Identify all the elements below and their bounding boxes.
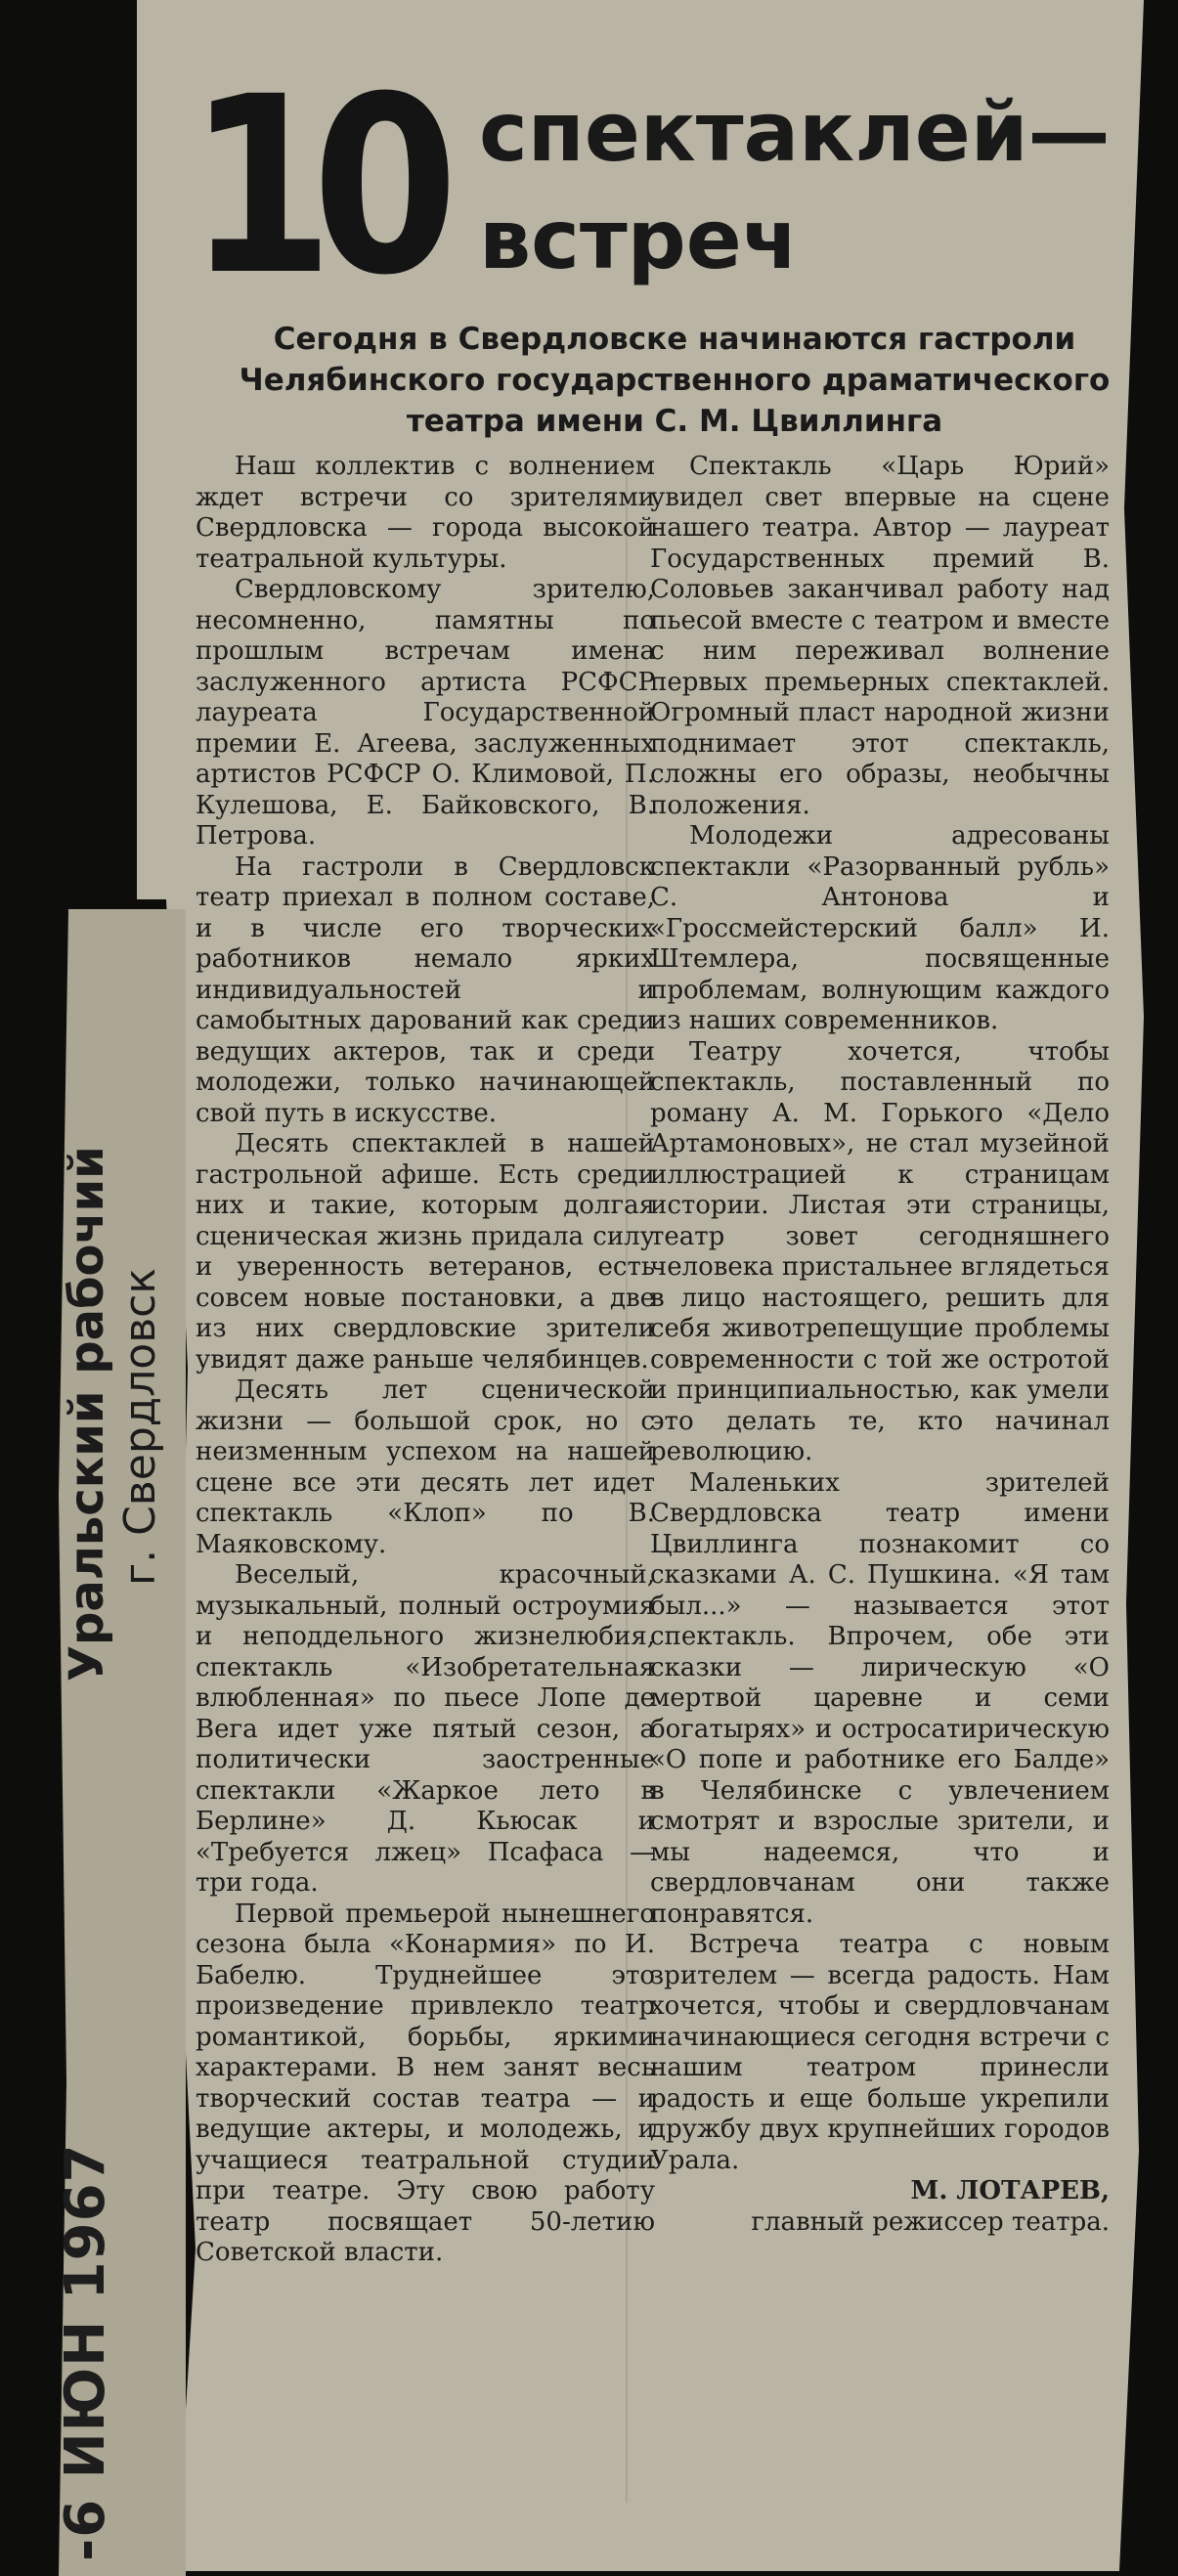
headline-line-1: спектаклей— — [479, 84, 1111, 180]
newspaper-masthead — [61, 909, 178, 1809]
newspaper-title: Уральский рабочий — [60, 1146, 114, 1681]
paragraph: Свердловскому зрителю, несомненно, памятны по прошлым встречам имена заслуженного артиста РСФСР лауреата Государственной премии Е. Агеева, заслуженных артистов РСФСР О. Климовой, П. Кулешова, Е. Байковского, В. Петрова. — [196, 575, 655, 851]
newspaper-city: г. Свердловск — [115, 1268, 165, 1586]
paragraph: Театру хочется, чтобы спектакль, поставленный по роману А. М. Горького «Дело Артамоновых», не стал музейной иллюстрацией к страницам истории. Листая эти страницы, театр зовет сегодняшнего человека пристальнее вглядеться в лицо настоящего, решить для себя животрепещущие проблемы современности с той же остротой и принципиальностью, как умели это делать те, кто начинал революцию. — [650, 1036, 1110, 1466]
article-column-2 — [650, 452, 1110, 2238]
headline — [479, 78, 1163, 293]
headline-line-2: встреч — [479, 192, 799, 287]
paragraph: Десять лет сценической жизни — большой срок, но с неизменным успехом на нашей сцене все эти десять лет идет спектакль «Клоп» по В. Маяковскому. — [196, 1375, 655, 1559]
paragraph: Наш коллектив с волнением ждет встречи со зрителями Свердловска — города высокой театральной культуры. — [196, 452, 655, 574]
article-column-1 — [196, 452, 655, 2269]
paragraph: Первой премьерой нынешнего сезона была «Конармия» по И. Бабелю. Труднейшее это произведение привлекло театр романтикой, борьбы, яркими характерами. В нем занят весь творческий состав театра — и ведущие актеры, и молодежь, и учащиеся театральной студии при театре. Эту свою работу театр посвящает 50-летию Советской власти. — [196, 1899, 655, 2267]
publication-date: -6 ИЮН 1967 — [54, 2143, 117, 2561]
paragraph: На гастроли в Свердловск театр приехал в полном составе, и в числе его творческих работников немало ярких индивидуальностей и самобытных дарований как среди ведущих актеров, так и среди молодежи, только начинающей свой путь в искусстве. — [196, 851, 655, 1128]
paragraph: Десять спектаклей в нашей гастрольной афише. Есть среди них и такие, которым долгая сценическая жизнь придала силу и уверенность ветеранов, есть совсем новые постановки, а две из них свердловские зрители увидят даже раньше челябинцев. — [196, 1129, 655, 1375]
headline-number: 10 — [188, 44, 437, 328]
paragraph: Встреча театра с новым зрителем — всегда радость. Нам хочется, чтобы и свердловчанам начинающиеся сегодня встречи с нашим театром принесли радость и еще больше укрепили дружбу двух крупнейших городов Урала. — [650, 1930, 1110, 2175]
paragraph: Спектакль «Царь Юрий» увидел свет впервые на сцене нашего театра. Автор — лауреат Государственных премий В. Соловьев заканчивал работу над пьесой вместе с театром и вместе с ним переживал волнение первых премьерных спектаклей. Огромный пласт народной жизни поднимает этот спектакль, сложны его образы, необычны положения. — [650, 452, 1110, 820]
author-name: М. ЛОТАРЕВ, — [910, 2176, 1110, 2205]
paragraph: Веселый, красочный, музыкальный, полный остроумия и неподдельного жизнелюбия, спектакль «Изобретательная влюбленная» по пьесе Лопе де Вега идет уже пятый сезон, а политически заостренные спектакли «Жаркое лето в Берлине» Д. Кьюсак и «Требуется лжец» Псафаса — три года. — [196, 1560, 655, 1898]
subheadline: Сегодня в Свердловске начинаются гастроли Челябинского государственного драматического театра имени С. М. Цвиллинга — [239, 322, 1111, 439]
author-title: главный режиссер театра. — [751, 2206, 1110, 2237]
paragraph: Молодежи адресованы спектакли «Разорванный рубль» С. Антонова и «Гроссмейстерский балл» И. Штемлера, посвященные проблемам, волнующим каждого из наших современников. — [650, 821, 1110, 1035]
paragraph: Маленьких зрителей Свердловска театр имени Цвиллинга познакомит со сказками А. С. Пушкина. «Я там был...» — называется этот спектакль. Впрочем, обе эти сказки — лирическую «О мертвой царевне и семи богатырях» и остросатирическую «О попе и работнике его Балде» в Челябинске с увлечением смотрят и взрослые зрители, и мы надеемся, что и свердловчанам они также понравятся. — [650, 1467, 1110, 1929]
